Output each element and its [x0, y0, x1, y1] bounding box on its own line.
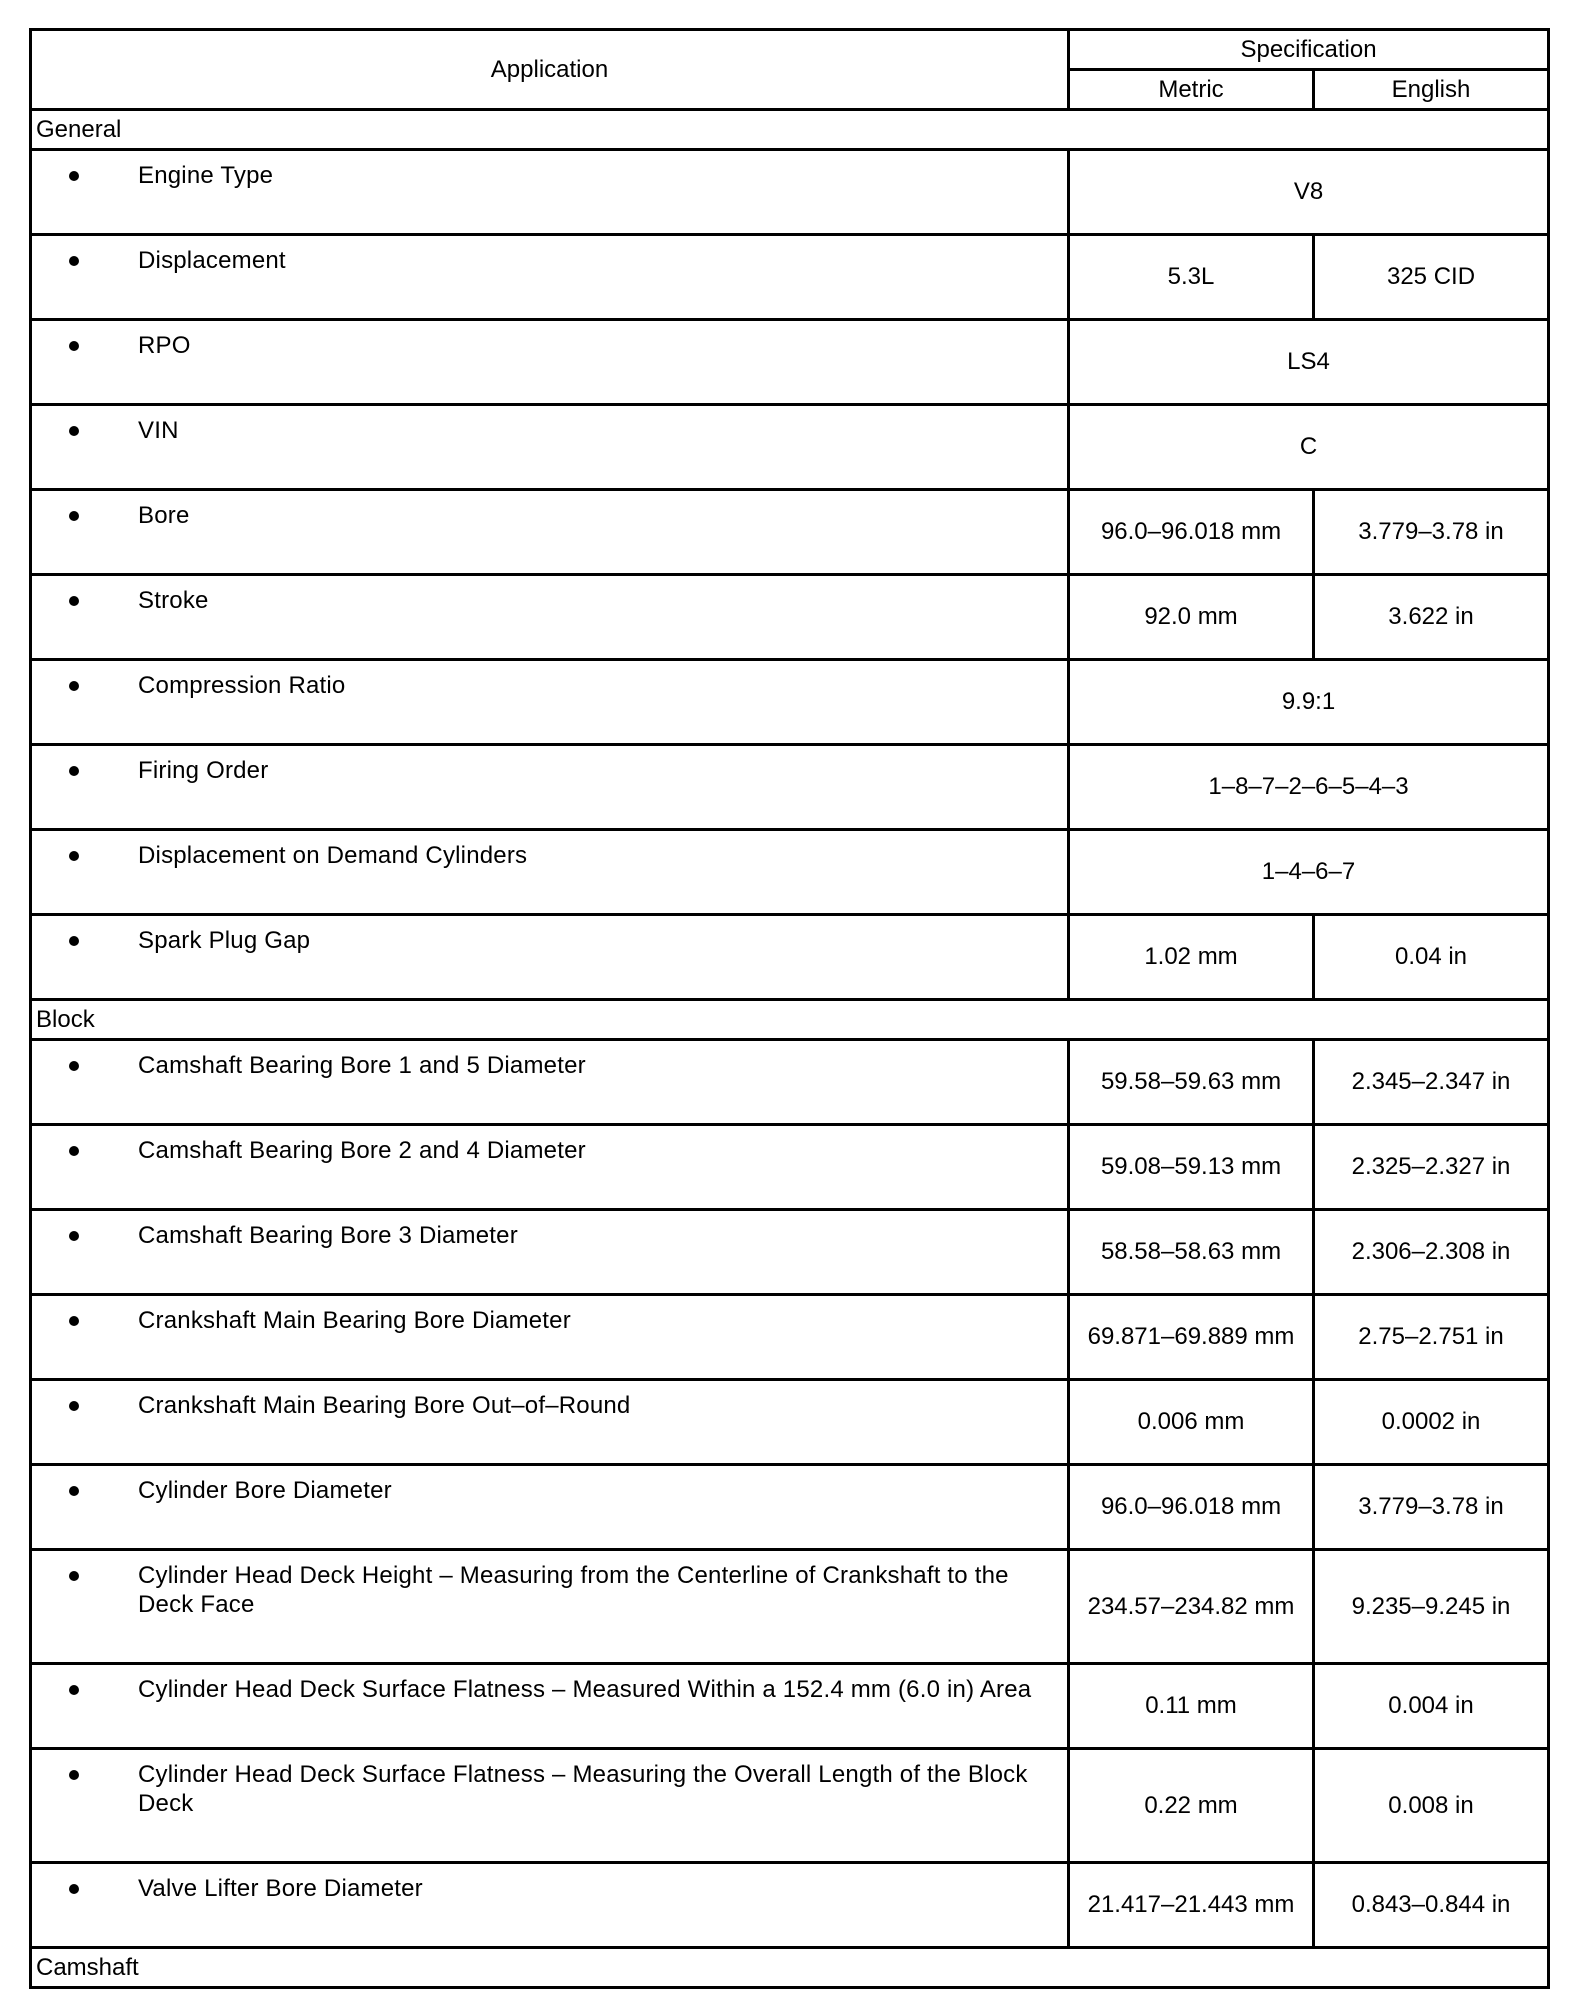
application-cell	[31, 405, 1069, 490]
bullet-dot-icon	[69, 851, 79, 861]
specification-value: 1–4–6–7	[1069, 830, 1549, 915]
bullet-dot-icon	[69, 511, 79, 521]
spec-row	[31, 575, 1549, 660]
bullet-icon	[32, 246, 138, 275]
bullet-dot-icon	[69, 171, 79, 181]
application-item	[32, 1041, 1067, 1086]
application-label: Cylinder Bore Diameter	[138, 1477, 392, 1504]
bullet-icon	[32, 1136, 138, 1165]
english-value: 3.779–3.78 in	[1314, 490, 1549, 575]
application-label: Displacement on Demand Cylinders	[138, 842, 528, 869]
application-item	[32, 831, 1067, 876]
application-item	[32, 321, 1067, 366]
application-item	[32, 1296, 1067, 1341]
english-value: 9.235–9.245 in	[1314, 1550, 1549, 1664]
spec-row	[31, 1550, 1549, 1664]
bullet-icon	[32, 1306, 138, 1335]
metric-value: 58.58–58.63 mm	[1069, 1210, 1314, 1295]
english-value: 0.0002 in	[1314, 1380, 1549, 1465]
application-cell	[31, 1550, 1069, 1664]
application-item	[32, 406, 1067, 451]
bullet-icon	[32, 1675, 138, 1704]
specification-header: Specification	[1069, 30, 1549, 70]
english-header: English	[1314, 70, 1549, 110]
bullet-icon	[32, 1874, 138, 1903]
application-cell	[31, 1125, 1069, 1210]
bullet-icon	[32, 1476, 138, 1505]
application-item	[32, 746, 1067, 791]
bullet-icon	[32, 1221, 138, 1250]
metric-value: 92.0 mm	[1069, 575, 1314, 660]
spec-row	[31, 1040, 1549, 1125]
english-value: 2.325–2.327 in	[1314, 1125, 1549, 1210]
english-value: 2.345–2.347 in	[1314, 1040, 1549, 1125]
metric-value: 59.08–59.13 mm	[1069, 1125, 1314, 1210]
application-cell	[31, 830, 1069, 915]
application-cell	[31, 1749, 1069, 1863]
bullet-dot-icon	[69, 1231, 79, 1241]
spec-row	[31, 1465, 1549, 1550]
application-cell	[31, 235, 1069, 320]
bullet-dot-icon	[69, 341, 79, 351]
application-label: Camshaft Bearing Bore 2 and 4 Diameter	[138, 1137, 586, 1164]
spec-row	[31, 1210, 1549, 1295]
bullet-dot-icon	[69, 596, 79, 606]
application-cell	[31, 1380, 1069, 1465]
spec-row	[31, 320, 1549, 405]
metric-value: 21.417–21.443 mm	[1069, 1863, 1314, 1948]
bullet-icon	[32, 586, 138, 615]
section-row	[31, 1000, 1549, 1040]
specification-value: LS4	[1069, 320, 1549, 405]
spec-row	[31, 745, 1549, 830]
application-label: Displacement	[138, 247, 286, 274]
spec-row	[31, 1125, 1549, 1210]
metric-value: 69.871–69.889 mm	[1069, 1295, 1314, 1380]
bullet-icon	[32, 756, 138, 785]
application-item	[32, 1551, 1067, 1625]
application-cell	[31, 915, 1069, 1000]
metric-value: 234.57–234.82 mm	[1069, 1550, 1314, 1664]
bullet-dot-icon	[69, 1571, 79, 1581]
metric-value: 59.58–59.63 mm	[1069, 1040, 1314, 1125]
bullet-icon	[32, 1561, 138, 1619]
bullet-dot-icon	[69, 1316, 79, 1326]
application-label: Engine Type	[138, 162, 274, 189]
spec-row	[31, 660, 1549, 745]
section-title: Block	[31, 1000, 1549, 1040]
metric-header: Metric	[1069, 70, 1314, 110]
application-label: Stroke	[138, 587, 209, 614]
bullet-icon	[32, 1760, 138, 1818]
bullet-dot-icon	[69, 426, 79, 436]
english-value: 0.04 in	[1314, 915, 1549, 1000]
bullet-dot-icon	[69, 1685, 79, 1695]
bullet-icon	[32, 1051, 138, 1080]
bullet-dot-icon	[69, 936, 79, 946]
metric-value: 0.22 mm	[1069, 1749, 1314, 1863]
english-value: 0.843–0.844 in	[1314, 1863, 1549, 1948]
metric-value: 96.0–96.018 mm	[1069, 490, 1314, 575]
application-item	[32, 151, 1067, 196]
english-value: 2.75–2.751 in	[1314, 1295, 1549, 1380]
application-cell	[31, 575, 1069, 660]
application-cell	[31, 150, 1069, 235]
bullet-dot-icon	[69, 1770, 79, 1780]
spec-row	[31, 150, 1549, 235]
application-label: Spark Plug Gap	[138, 927, 311, 954]
application-cell	[31, 1465, 1069, 1550]
bullet-icon	[32, 926, 138, 955]
bullet-dot-icon	[69, 1884, 79, 1894]
application-cell	[31, 490, 1069, 575]
bullet-dot-icon	[69, 766, 79, 776]
bullet-dot-icon	[69, 681, 79, 691]
specification-value: 9.9:1	[1069, 660, 1549, 745]
section-title: General	[31, 110, 1549, 150]
metric-value: 0.006 mm	[1069, 1380, 1314, 1465]
english-value: 3.622 in	[1314, 575, 1549, 660]
bullet-icon	[32, 1391, 138, 1420]
spec-row	[31, 830, 1549, 915]
application-label: Cylinder Head Deck Surface Flatness – Measuring the Overall Length of the Block Deck	[138, 1761, 1028, 1817]
english-value: 3.779–3.78 in	[1314, 1465, 1549, 1550]
application-label: Crankshaft Main Bearing Bore Out–of–Round	[138, 1392, 631, 1419]
spec-row	[31, 1863, 1549, 1948]
bullet-dot-icon	[69, 256, 79, 266]
spec-row	[31, 235, 1549, 320]
metric-value: 5.3L	[1069, 235, 1314, 320]
english-value: 0.004 in	[1314, 1664, 1549, 1749]
bullet-icon	[32, 841, 138, 870]
application-cell	[31, 320, 1069, 405]
bullet-icon	[32, 671, 138, 700]
application-item	[32, 491, 1067, 536]
application-item	[32, 1665, 1067, 1710]
application-label: Crankshaft Main Bearing Bore Diameter	[138, 1307, 571, 1334]
spec-row	[31, 1749, 1549, 1863]
bullet-dot-icon	[69, 1401, 79, 1411]
spec-row	[31, 1295, 1549, 1380]
spec-row	[31, 490, 1549, 575]
english-value: 0.008 in	[1314, 1749, 1549, 1863]
application-label: Valve Lifter Bore Diameter	[138, 1875, 423, 1902]
spec-row	[31, 1664, 1549, 1749]
specification-table	[29, 28, 1550, 1989]
section-title: Camshaft	[31, 1948, 1549, 1988]
bullet-icon	[32, 501, 138, 530]
application-cell	[31, 1210, 1069, 1295]
application-label: Cylinder Head Deck Height – Measuring from the Centerline of Crankshaft to the Deck Face	[138, 1562, 1009, 1618]
spec-row	[31, 915, 1549, 1000]
metric-value: 1.02 mm	[1069, 915, 1314, 1000]
application-cell	[31, 1040, 1069, 1125]
application-label: Bore	[138, 502, 190, 529]
bullet-icon	[32, 161, 138, 190]
metric-value: 0.11 mm	[1069, 1664, 1314, 1749]
bullet-dot-icon	[69, 1146, 79, 1156]
application-label: RPO	[138, 332, 191, 359]
specification-body	[31, 110, 1549, 1988]
application-item	[32, 661, 1067, 706]
application-label: Compression Ratio	[138, 672, 346, 699]
application-label: Cylinder Head Deck Surface Flatness – Measured Within a 152.4 mm (6.0 in) Area	[138, 1676, 1032, 1703]
application-item	[32, 1211, 1067, 1256]
bullet-dot-icon	[69, 1061, 79, 1071]
application-label: Camshaft Bearing Bore 1 and 5 Diameter	[138, 1052, 586, 1079]
section-row	[31, 110, 1549, 150]
bullet-icon	[32, 331, 138, 360]
application-item	[32, 1126, 1067, 1171]
bullet-dot-icon	[69, 1486, 79, 1496]
application-item	[32, 1864, 1067, 1909]
application-cell	[31, 660, 1069, 745]
specification-value: V8	[1069, 150, 1549, 235]
specification-value: C	[1069, 405, 1549, 490]
application-item	[32, 916, 1067, 961]
application-item	[32, 236, 1067, 281]
spec-row	[31, 405, 1549, 490]
application-item	[32, 1381, 1067, 1426]
english-value: 2.306–2.308 in	[1314, 1210, 1549, 1295]
metric-value: 96.0–96.018 mm	[1069, 1465, 1314, 1550]
application-item	[32, 1750, 1067, 1824]
application-item	[32, 1466, 1067, 1511]
bullet-icon	[32, 416, 138, 445]
specification-value: 1–8–7–2–6–5–4–3	[1069, 745, 1549, 830]
spec-row	[31, 1380, 1549, 1465]
english-value: 325 CID	[1314, 235, 1549, 320]
application-label: Firing Order	[138, 757, 269, 784]
application-item	[32, 576, 1067, 621]
application-label: Camshaft Bearing Bore 3 Diameter	[138, 1222, 518, 1249]
application-cell	[31, 1295, 1069, 1380]
section-row	[31, 1948, 1549, 1988]
application-cell	[31, 1664, 1069, 1749]
application-header: Application	[31, 30, 1069, 110]
application-label: VIN	[138, 417, 179, 444]
application-cell	[31, 1863, 1069, 1948]
application-cell	[31, 745, 1069, 830]
